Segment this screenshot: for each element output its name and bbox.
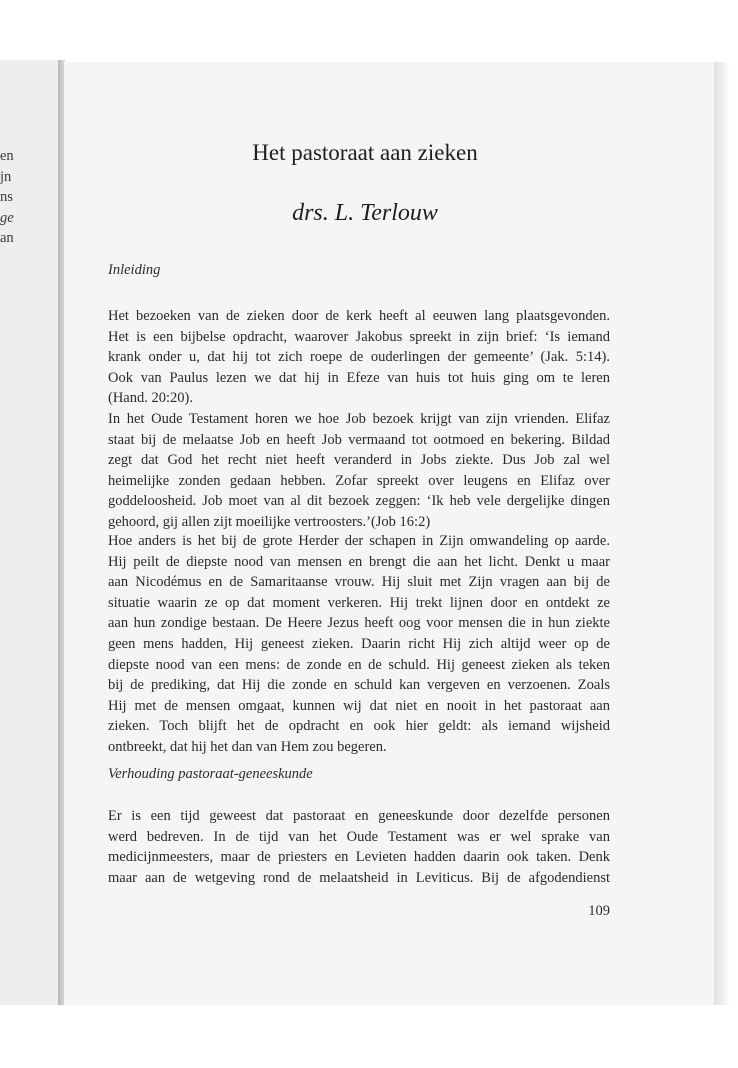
text-line: gehoord, gij allen zijt moeilijke vertroosters.’(Job 16:2) xyxy=(108,513,431,530)
chapter-title: Het pastoraat aan zieken xyxy=(252,140,478,165)
text-line: staat bij de melaatse Job en heeft Job vermaand tot ootmoed en bekering. Bildad xyxy=(108,431,610,448)
section-heading-inleiding: Inleiding xyxy=(108,262,161,278)
previous-page-line: jn xyxy=(0,168,12,185)
text-line: zegt dat God het recht niet heeft veranderd in Jobs ziekte. Dus Job zal wel xyxy=(108,452,610,469)
text-line: krank onder u, dat hij tot zich roepe de ouderlingen der gemeente’ (Jak. 5:14). xyxy=(108,349,610,366)
text-line: Hoe anders is het bij de grote Herder der schapen in Zijn omwandeling op aarde. xyxy=(108,533,610,549)
text-line: medicijnmeesters, maar de priesters en Levieten hadden daarin ook taken. Denk xyxy=(108,849,610,866)
text-line: bij de prediking, dat Hij die zonde en schuld kan vergeven en verzoenen. Zoals xyxy=(108,677,610,694)
previous-page-line: an xyxy=(0,230,14,246)
text-line: Het bezoeken van de zieken door de kerk heeft al eeuwen lang plaatsgevonden. xyxy=(108,308,610,324)
text-line: aan hun zondige bestaan. De Heere Jezus heeft oog voor mensen die in hun ziekte xyxy=(108,615,610,632)
text-line: zieken. Toch blijft het de opdracht en ook hier geldt: als iemand wijsheid xyxy=(108,718,610,735)
text-line: maar aan de wetgeving rond de melaatsheid in Leviticus. Bij de afgodendienst xyxy=(108,869,610,886)
text-line: werd bedreven. In de tijd van het Oude Testament was er wel sprake van xyxy=(108,828,610,845)
page-edge-shadow xyxy=(714,62,730,1005)
page-number: 109 xyxy=(588,903,610,919)
text-line: diepste nood van een mens: de zonde en de schuld. Hij geneest zieken als teken xyxy=(108,656,610,673)
section-heading-verhouding: Verhouding pastoraat-geneeskunde xyxy=(108,766,313,782)
text-line: heimelijke zonden gedaan hebben. Zofar spreekt over leugens en Elifaz over xyxy=(108,472,610,489)
paragraph-intro xyxy=(108,306,610,533)
text-line: Het is een bijbelse opdracht, waarover Jakobus spreekt in zijn brief: ‘Is iemand xyxy=(108,328,610,345)
previous-page-line: ns xyxy=(0,189,13,205)
text-line: In het Oude Testament horen we hoe Job bezoek krijgt van zijn vrienden. Elifaz xyxy=(108,410,610,427)
paragraph-herder xyxy=(108,531,610,758)
text-line: geen mens hadden, Hij geneest zieken. Daarin richt Hij zich altijd weer op de xyxy=(108,635,610,652)
text-line: Ook van Paulus lezen we dat hij in Efeze van huis tot huis ging om te leren xyxy=(108,369,610,386)
text-line: goddeloosheid. Job moet van al dit bezoek zeggen: ‘Ik heb vele dergelijke dingen xyxy=(108,493,610,510)
text-line: aan Nicodémus en de Samaritaanse vrouw. Hij sluit met Zijn vragen aan bij de xyxy=(108,574,610,591)
text-line: situatie waarin ze op dat moment verkeren. Hij trekt lijnen door en ontdekt ze xyxy=(108,594,610,611)
previous-page-line: ge xyxy=(0,209,14,226)
text-line: ontbreekt, dat hij het dan van Hem zou begeren. xyxy=(108,738,387,755)
previous-page-text-fragment xyxy=(0,146,30,249)
text-line: Hij peilt de diepste nood van mensen en brengt die aan het licht. Denkt u maar xyxy=(108,553,610,570)
paragraph-verhouding xyxy=(108,806,610,888)
chapter-author: drs. L. Terlouw xyxy=(292,200,438,226)
previous-page-line: en xyxy=(0,148,14,164)
text-line: (Hand. 20:20). xyxy=(108,390,193,407)
text-line: Er is een tijd geweest dat pastoraat en geneeskunde door dezelfde personen xyxy=(108,808,610,824)
text-line: Hij met de mensen omgaat, kunnen wij dat niet en nooit in het pastoraat aan xyxy=(108,697,610,714)
